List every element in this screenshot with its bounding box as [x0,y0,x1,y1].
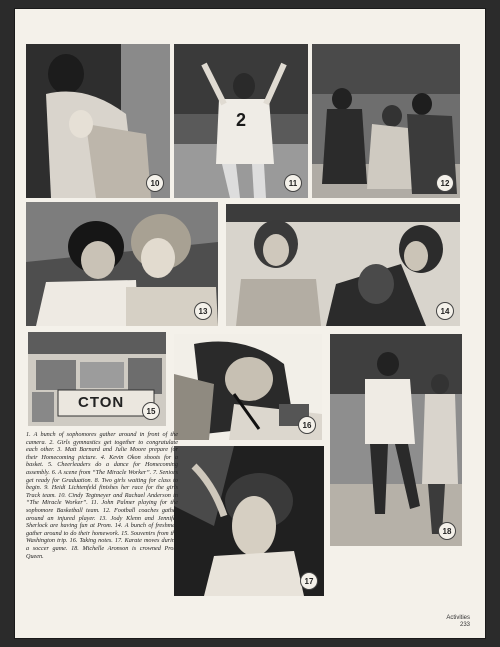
photo-captions: 1. A bunch of sophomores gather around in front of the camera. 2. Girls gymnastics get together to congratulate each other. 3. Matt Barnard and Julie Moore prepare for their Homecoming picture. 4. Kevin Okon shoots for a basket. 5. Cheerleaders do a dance for Homecoming assembly. 6. A scene from “The Miracle Worker”. 7. Seniors get ready for Graduation. 8. Two girls waiting for class to begin. 9. Heidi Lichtenfeld finishes her race for the girls Track team. 10. Cindy Tegtmeyer and Rachael Anderson in “The Miracle Worker”. 11. John Palmer playing for the sophomore Basketball team. 12. Football coaches gather around an injured player. 13. Jody Klenn and Jennifer Sherlock are having fun at Prom. 14. A bunch of freshmen gather around to do their homework. 15. Souvenirs from the Washington trip. 16. Taking notes. 17. Karate moves during a soccer game. 18. Michelle Aronson is crowned Prom Queen. [26,431,178,560]
photo-10-scene [26,44,170,198]
jersey-number: 2 [236,110,247,130]
page-footer [446,615,470,629]
photo-17 [174,446,324,596]
photo-number-13: 13 [194,302,212,320]
photo-number-10: 10 [146,174,164,192]
photo-18 [330,334,462,546]
photo-number-17: 17 [300,572,318,590]
photo-13-scene [26,202,218,326]
photo-number-15: 15 [142,402,160,420]
photo-14 [226,204,460,326]
yearbook-page [14,8,486,639]
photo-number-18: 18 [438,522,456,540]
photo-17-scene [174,446,324,596]
photo-13 [26,202,218,326]
souvenir-sign-text: CTON [78,394,125,411]
photo-14-scene [226,204,460,326]
photo-number-12: 12 [436,174,454,192]
page-number: 233 [459,622,470,628]
photo-number-14: 14 [436,302,454,320]
photo-15 [28,332,166,426]
photo-12-scene [312,44,460,198]
section-name: Activities [446,615,470,621]
photo-12 [312,44,460,198]
photo-number-16: 16 [298,416,316,434]
photo-18-scene [330,334,462,546]
photo-10 [26,44,170,198]
photo-number-11: 11 [284,174,302,192]
photo-11 [174,44,308,198]
photo-16 [174,334,322,440]
